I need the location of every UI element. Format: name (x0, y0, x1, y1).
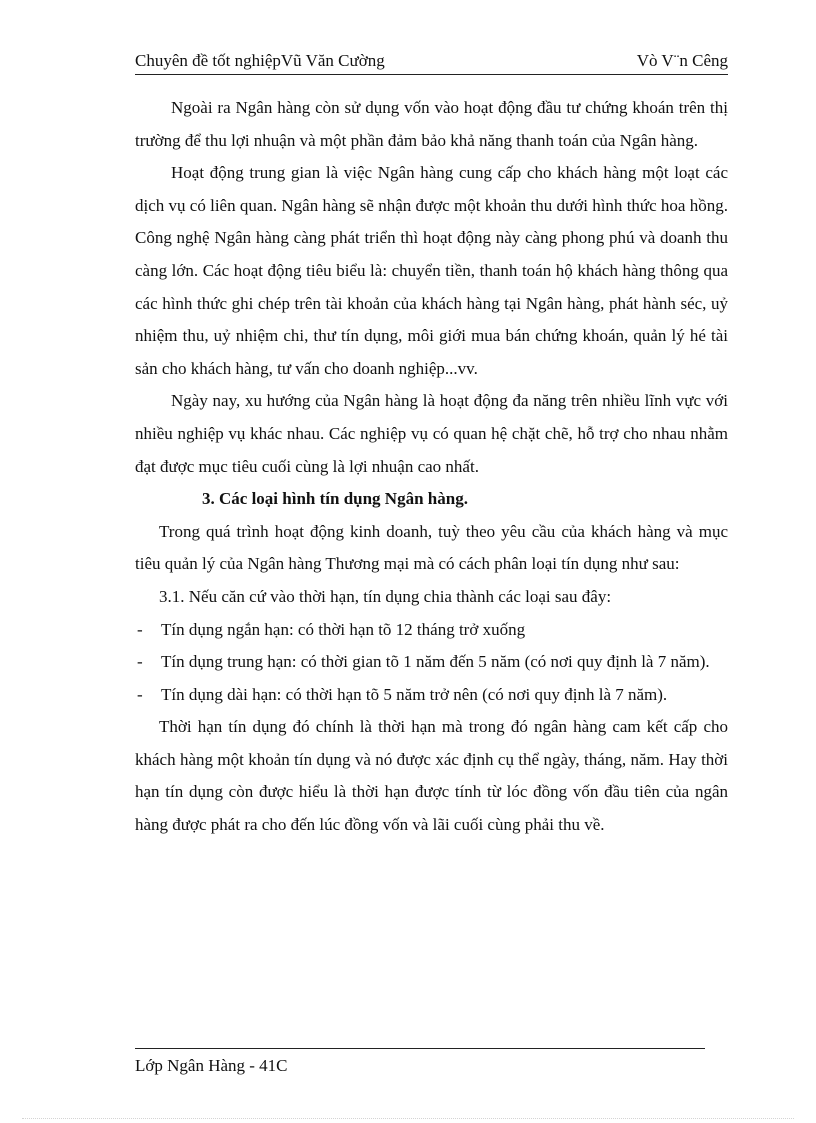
header-title: Chuyên đề tốt nghiệpVũ Văn Cường (135, 51, 385, 70)
page-header (135, 48, 728, 75)
paragraph-investment: Ngoài ra Ngân hàng còn sử dụng vốn vào hoạt động đầu tư chứng khoán trên thị trường để thu lợi nhuận và một phần đảm bảo khả năng thanh toán của Ngân hàng. (135, 98, 728, 150)
list-item (135, 614, 728, 647)
paragraph-term-definition: Thời hạn tín dụng đó chính là thời hạn mà trong đó ngân hàng cam kết cấp cho khách hàng một khoản tín dụng và nó được xác định cụ thể ngày, tháng, năm. Hay thời hạn tín dụng còn được hiểu là thời hạn được tính từ lóc đồng vốn đầu tiên của ngân hàng được phát ra cho đến lúc đồng vốn và lãi cuối cùng phải thu về. (135, 717, 728, 835)
list-item-text: Tín dụng trung hạn: có thời gian tõ 1 năm đến 5 năm (có nơi quy định là 7 năm). (161, 652, 710, 672)
list-item (135, 679, 728, 712)
paragraph-classification: Trong quá trình hoạt động kinh doanh, tuỳ theo yêu cầu của khách hàng và mục tiêu quản lý của Ngân hàng Thương mại mà có cách phân loại tín dụng như sau: (135, 521, 728, 574)
bullet-dash: - (137, 652, 143, 672)
header-author: Vò V¨n Cêng (636, 51, 728, 70)
bullet-dash: - (137, 619, 143, 639)
document-body (135, 92, 728, 842)
subsection-heading: 3.1. Nếu căn cứ vào thời hạn, tín dụng chia thành các loại sau đây: (159, 586, 612, 606)
list-item-text: Tín dụng ngắn hạn: có thời hạn tõ 12 tháng trở xuống (161, 619, 526, 639)
paragraph-trend: Ngày nay, xu hướng của Ngân hàng là hoạt động đa năng trên nhiều lĩnh vực với nhiều nghiệp vụ khác nhau. Các nghiệp vụ có quan hệ chặt chẽ, hỗ trợ cho nhau nhằm đạt được mục tiêu cuối cùng là lợi nhuận cao nhất. (135, 391, 728, 476)
paragraph-intermediary: Hoạt động trung gian là việc Ngân hàng cung cấp cho khách hàng một loạt các dịch vụ có liên quan. Ngân hàng sẽ nhận được một khoản thu dưới hình thức hoa hồng. Công nghệ Ngân hàng càng phát triển thì hoạt động này càng phong phú và doanh thu càng lớn. Các hoạt động tiêu biểu là: chuyển tiền, thanh toán hộ khách hàng thông qua các hình thức ghi chép trên tài khoản của khách hàng tại Ngân hàng, phát hành séc, uỷ nhiệm thu, uỷ nhiệm chi, thư tín dụng, môi giới mua bán chứng khoán, quản lý hé tài sản cho khách hàng, tư vấn cho doanh nghiệp...vv. (135, 163, 728, 378)
list-item-text: Tín dụng dài hạn: có thời hạn tõ 5 năm trở nên (có nơi quy định là 7 năm). (161, 684, 668, 704)
page-edge-divider (22, 1118, 794, 1119)
bullet-dash: - (137, 684, 143, 704)
footer-divider (135, 1048, 705, 1049)
list-item (135, 646, 728, 679)
page-footer: Lớp Ngân Hàng - 41C (135, 1056, 288, 1075)
section-heading: 3. Các loại hình tín dụng Ngân hàng. (202, 489, 468, 509)
